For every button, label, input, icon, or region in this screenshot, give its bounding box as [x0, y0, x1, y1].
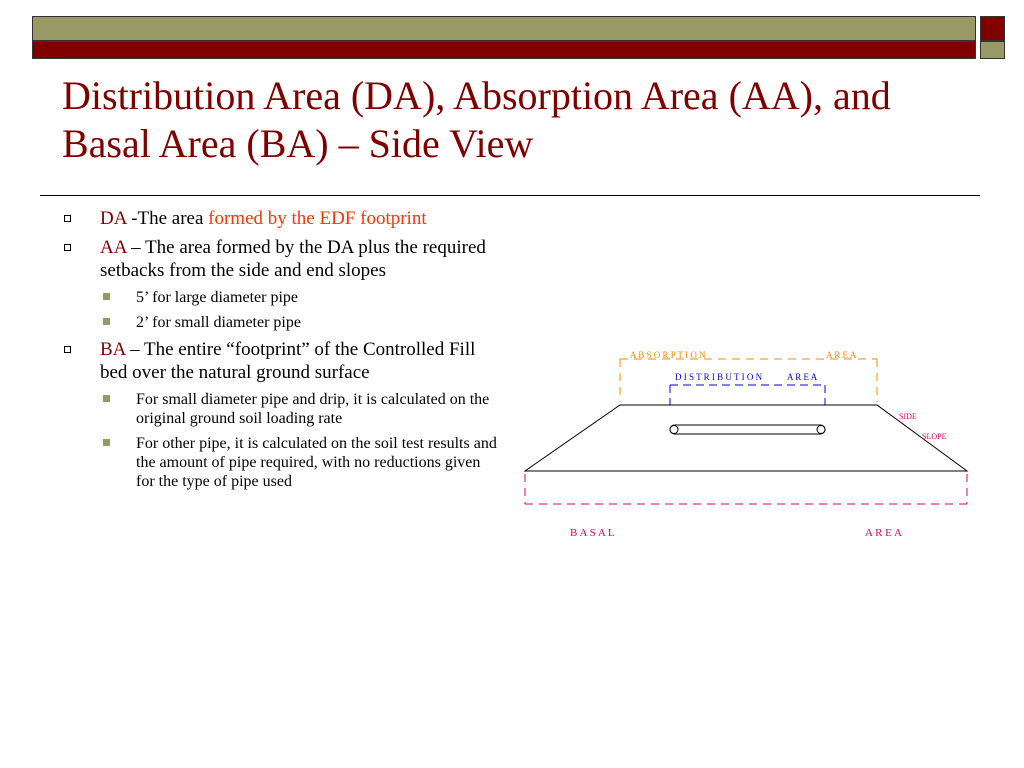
sub-bullet-text: For other pipe, it is calculated on the soil test results and the amount of pipe required, with no reductions given for the type of pipe used	[136, 435, 497, 490]
header-bar-maroon	[32, 41, 976, 59]
sub-bullet-text: For small diameter pipe and drip, it is calculated on the original ground soil loading rate	[136, 391, 490, 427]
filled-square-bullet-icon	[103, 318, 110, 325]
absorption-label: A B S O R P T I O N	[630, 350, 706, 360]
basal-label: B A S A L	[570, 527, 615, 539]
header-square-olive	[980, 41, 1005, 59]
bullet-text: – The entire “footprint” of the Controlled Fill bed over the natural ground surface	[100, 339, 476, 383]
hollow-square-bullet-icon	[64, 346, 71, 353]
side-view-diagram	[515, 340, 975, 550]
header-bar-olive	[32, 16, 976, 41]
sub-bullet	[60, 313, 500, 332]
distribution-label: D I S T R I B U T I O N	[675, 372, 763, 382]
bullet-term: AA	[100, 237, 127, 258]
filled-square-bullet-icon	[103, 439, 110, 446]
header-square-maroon	[980, 16, 1005, 41]
pipe-icon	[670, 425, 825, 434]
sub-bullet	[60, 434, 500, 491]
basal-area-label: A R E A	[865, 527, 902, 539]
slide-title: Distribution Area (DA), Absorption Area (AA), and Basal Area (BA) – Side View	[62, 73, 891, 166]
distribution-area-label: A R E A	[787, 372, 818, 382]
distribution-area-bracket	[670, 385, 825, 405]
sub-bullet	[60, 390, 500, 428]
bullet-list	[60, 207, 500, 497]
hollow-square-bullet-icon	[64, 244, 71, 251]
sub-bullet-text: 5’ for large diameter pipe	[136, 289, 298, 306]
filled-square-bullet-icon	[103, 395, 110, 402]
side-label: SIDE	[899, 412, 917, 421]
bullet-ba	[60, 338, 500, 384]
basal-area-bracket	[525, 474, 967, 504]
slope-label: SLOPE	[922, 432, 947, 441]
hollow-square-bullet-icon	[64, 215, 71, 222]
bullet-text: – The area formed by the DA plus the required setbacks from the side and end slopes	[100, 237, 486, 281]
title-divider	[40, 195, 980, 196]
sub-bullet-text: 2’ for small diameter pipe	[136, 314, 301, 331]
bullet-da	[60, 207, 500, 230]
bullet-term: BA	[100, 339, 126, 360]
bullet-term: DA	[100, 208, 127, 229]
bullet-highlight: formed by the EDF footprint	[208, 208, 427, 229]
filled-square-bullet-icon	[103, 293, 110, 300]
bullet-aa	[60, 236, 500, 282]
bullet-text: -The area	[126, 208, 209, 229]
sub-bullet	[60, 288, 500, 307]
absorption-area-label: A R E A	[826, 350, 857, 360]
